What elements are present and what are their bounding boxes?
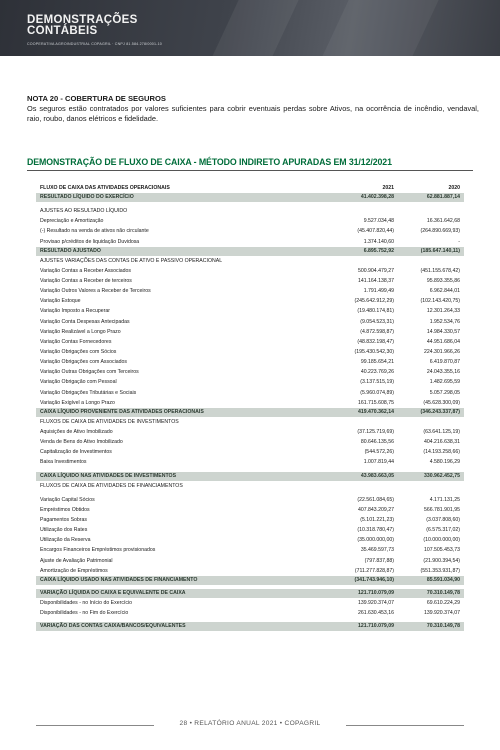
table-row (36, 535, 464, 545)
value-2020: (63.641.125,19) (423, 428, 460, 435)
value-2021: 1.791.499,49 (363, 288, 394, 295)
value-2021: (5.101.221,23) (360, 516, 394, 523)
value-2020: 14.984.330,57 (426, 328, 460, 335)
table-row (36, 388, 464, 398)
value-2021: 500.904.479,27 (357, 267, 394, 274)
value-2021: 121.710.079,09 (357, 589, 394, 596)
value-2020: - (458, 238, 460, 245)
row-label: AJUSTES AO RESULTADO LÍQUIDO (40, 208, 128, 215)
table-row (36, 457, 464, 467)
row-label: FLUXOS DE CAIXA DE ATIVIDADES DE FINANCIAMENTOS (40, 482, 183, 489)
value-2021: 261.630.453,16 (357, 609, 394, 616)
table-row (36, 495, 464, 505)
table-row (36, 566, 464, 576)
row-label: Variação Capital Sócios (40, 496, 95, 503)
value-2021: (35.000.000,00) (357, 537, 394, 544)
value-2021: (4.872.598,87) (360, 328, 394, 335)
value-2020: 70.310.149,78 (426, 623, 460, 630)
value-2021: (544.572,26) (364, 449, 394, 456)
row-label: Venda de Bens do Ativo Imobilizado (40, 439, 123, 446)
value-2020: (45.628.300,09) (423, 399, 460, 406)
note-text: Os seguros estão contratados por valores suficientes para cobrir eventuais perdas sobre Ativos, na ocorrência de incêndio, vendaval, raio, roubo, danos elétricos e fidelidade. (27, 104, 479, 123)
table-row (36, 417, 464, 427)
header-decoration (302, 0, 448, 56)
table-row (36, 237, 464, 247)
page-footer: 28 • RELATÓRIO ANUAL 2021 • COPAGRIL (179, 720, 321, 727)
row-label: Variação Realizável a Longo Prazo (40, 328, 121, 335)
value-2020: 4.580.196,29 (429, 459, 460, 466)
table-total-row (36, 408, 464, 417)
row-label: Capitalização de Investimentos (40, 449, 112, 456)
row-label: Utilização dos Rates (40, 527, 88, 534)
table-row (36, 545, 464, 555)
table-row (36, 327, 464, 337)
table-total-row (36, 472, 464, 481)
table-row (36, 598, 464, 608)
row-label: Amortização de Empréstimos (40, 567, 108, 574)
value-2021: 40.223.769,26 (360, 369, 394, 376)
value-2021: 9.527.034,48 (363, 218, 394, 225)
row-label: AJUSTES VARIAÇÕES DAS CONTAS DE ATIVO E PASSIVO OPERACIONAL (40, 257, 223, 264)
value-2020: (551.353.931,87) (420, 567, 460, 574)
value-2020: 1.482.695,59 (429, 379, 460, 386)
value-2020: 1.952.534,76 (429, 318, 460, 325)
row-label: Variação Obrigações Tributárias e Sociais (40, 389, 137, 396)
value-2021: 80.646.135,56 (360, 439, 394, 446)
row-label: Variação Outros Valores a Receber de Terceiros (40, 288, 151, 295)
row-label: Disponibilidades - no Fim do Exercício (40, 609, 129, 616)
table-row (36, 306, 464, 316)
value-2021: 121.710.079,09 (357, 623, 394, 630)
row-label: Variação Conta Despesas Antecipadas (40, 318, 130, 325)
value-2020: 6.419.870,87 (429, 359, 460, 366)
value-2020: 69.610.224,29 (426, 599, 460, 606)
table-row (36, 347, 464, 357)
value-2021: 99.185.654,21 (360, 359, 394, 366)
value-2021: (9.054.523,31) (360, 318, 394, 325)
table-row (36, 608, 464, 618)
value-2021: 1.007.819,44 (363, 459, 394, 466)
value-2020: 139.920.374,07 (423, 609, 460, 616)
row-label: RESULTADO LÍQUIDO DO EXERCÍCIO (40, 194, 134, 201)
row-label: Variação Obrigação com Pessoal (40, 379, 117, 386)
value-2021: (22.561.084,65) (357, 496, 394, 503)
value-2021: 161.715.608,75 (357, 399, 394, 406)
value-2021: 419.470.362,14 (357, 408, 394, 415)
table-row (36, 206, 464, 216)
value-2021: 407.843.209,27 (357, 506, 394, 513)
value-2020: 70.310.149,78 (426, 589, 460, 596)
value-2020: 4.171.131,25 (429, 496, 460, 503)
table-total-row (36, 576, 464, 585)
value-2021: (797.837,88) (364, 557, 394, 564)
table-row (36, 266, 464, 276)
table-total-row (36, 193, 464, 202)
table-row (36, 398, 464, 408)
row-label: RESULTADO AJUSTADO (40, 247, 101, 254)
table-row (36, 256, 464, 266)
value-2021: 6.895.752,92 (363, 247, 394, 254)
value-2020: (264.890.669,93) (420, 228, 460, 235)
value-2021: (45.407.820,44) (357, 228, 394, 235)
value-2020: 85.591.034,90 (426, 576, 460, 583)
header-subtitle: COOPERATIVA AGROINDUSTRIAL COPAGRIL · CNPJ 81.584.278/0001-10 (27, 42, 162, 46)
row-label: Variação Estoque (40, 298, 81, 305)
table-row (36, 525, 464, 535)
row-label: Variação Contas Fornecedores (40, 338, 112, 345)
value-2021: (37.125.719,69) (357, 428, 394, 435)
value-2021: (3.137.515,19) (360, 379, 394, 386)
table-row (36, 427, 464, 437)
value-2020: (185.647.140,11) (420, 247, 460, 254)
table-row (36, 515, 464, 525)
row-label: CAIXA LÍQUIDO USADO NAS ATIVIDADES DE FINANCIAMENTO (40, 576, 198, 583)
row-label: (-) Resultado na venda de ativos não circulante (40, 228, 149, 235)
row-label: FLUXOS DE CAIXA DE ATIVIDADES DE INVESTIMENTOS (40, 418, 179, 425)
value-2020: 107.505.453,73 (423, 547, 460, 554)
row-label: VARIAÇÃO LÍQUIDA DO CAIXA E EQUIVALENTE DE CAIXA (40, 589, 186, 596)
row-label: Variação Obrigações com Sócios (40, 348, 117, 355)
value-2021: (19.480.174,81) (357, 308, 394, 315)
row-label: Disponibilidades - no Início do Exercício (40, 599, 132, 606)
table-row (36, 505, 464, 515)
value-2021: (48.832.198,47) (357, 338, 394, 345)
value-2021: 141.164.138,37 (357, 277, 394, 284)
row-label: Variação Contas a Receber de terceiros (40, 277, 132, 284)
table-total-row (36, 247, 464, 256)
value-2020: (10.000.000,00) (423, 537, 460, 544)
value-2020: 330.962.452,75 (423, 472, 460, 479)
table-row (36, 276, 464, 286)
row-label: Ajuste de Avaliação Patrimonial (40, 557, 113, 564)
value-2020: 24.043.355,16 (426, 369, 460, 376)
value-2020: 6.962.844,01 (429, 288, 460, 295)
row-label: Depreciação e Amortização (40, 218, 104, 225)
row-label: CAIXA LÍQUIDO PROVENIENTE DAS ATIVIDADES OPERACIONAIS (40, 408, 204, 415)
value-2021: (341.743.946,10) (354, 576, 394, 583)
table-row (36, 377, 464, 387)
value-2021: (195.430.542,30) (354, 348, 394, 355)
header-title-line1: DEMONSTRAÇÕES (27, 14, 138, 26)
row-label: Empréstimos Obtidos (40, 506, 90, 513)
value-2021: 41.402.398,28 (360, 194, 394, 201)
table-header-row (36, 183, 464, 193)
value-2020: 5.057.298,05 (429, 389, 460, 396)
row-label: VARIAÇÃO DAS CONTAS CAIXA/BANCOS/EQUIVALENTES (40, 623, 186, 630)
cash-flow-table (36, 183, 464, 631)
title-divider (27, 170, 473, 171)
table-row (36, 296, 464, 306)
row-label: Provisao p/créditos de liquidação Duvidosa (40, 238, 140, 245)
value-2020: 566.781.901,95 (423, 506, 460, 513)
page-header (0, 0, 500, 56)
value-2020: (14.193.258,66) (423, 449, 460, 456)
row-label: Utilização da Reserva (40, 537, 91, 544)
header-decoration (192, 0, 308, 56)
table-row (36, 317, 464, 327)
table-row (36, 286, 464, 296)
table-total-row (36, 622, 464, 631)
section-title: DEMONSTRAÇÃO DE FLUXO DE CAIXA - MÉTODO INDIRETO APURADAS EM 31/12/2021 (27, 157, 392, 167)
value-2020: (451.155.678,42) (420, 267, 460, 274)
row-label: Encargos Financeiros Empréstimos provisionados (40, 547, 156, 554)
footer-divider-right (346, 725, 464, 726)
table-row (36, 337, 464, 347)
row-label: CAIXA LÍQUIDO NAS ATIVIDADES DE INVESTIMENTOS (40, 472, 177, 479)
value-2020: 44.951.686,04 (426, 338, 460, 345)
value-2021: (10.318.780,47) (357, 527, 394, 534)
value-2021: (245.642.912,29) (354, 298, 394, 305)
value-2020: (21.900.394,54) (423, 557, 460, 564)
column-header-2021: 2021 (382, 185, 394, 191)
header-title-line2: CONTÁBEIS (27, 25, 98, 37)
value-2020: (6.575.317,02) (426, 527, 460, 534)
value-2020: (346.243.337,87) (420, 408, 460, 415)
row-label: Variação Contas a Receber Associados (40, 267, 132, 274)
value-2021: 43.983.663,05 (360, 472, 394, 479)
row-label: Baixa Investimentos (40, 459, 87, 466)
value-2021: 35.469.597,73 (360, 547, 394, 554)
value-2021: 1.374.140,60 (363, 238, 394, 245)
value-2020: 95.893.355,86 (426, 277, 460, 284)
row-label: Variação Obrigações com Associados (40, 359, 127, 366)
table-row (36, 437, 464, 447)
value-2021: 139.920.374,07 (357, 599, 394, 606)
column-header-2020: 2020 (448, 185, 460, 191)
value-2020: (3.037.808,60) (426, 516, 460, 523)
value-2020: (102.143.420,75) (420, 298, 460, 305)
value-2021: (5.960.074,89) (360, 389, 394, 396)
value-2020: 12.301.264,33 (426, 308, 460, 315)
table-header-label: FLUXO DE CAIXA DAS ATIVIDADES OPERACIONAIS (40, 185, 170, 191)
value-2020: 404.216.638,31 (423, 439, 460, 446)
value-2021: (711.277.828,87) (354, 567, 394, 574)
table-total-row (36, 589, 464, 598)
header-title (27, 15, 138, 37)
note-title: NOTA 20 - COBERTURA DE SEGUROS (27, 94, 166, 103)
row-label: Variação Outras Obrigações com Terceiros (40, 369, 139, 376)
row-label: Variação Imposto a Recuperar (40, 308, 110, 315)
table-row (36, 367, 464, 377)
row-label: Variação Exigível a Longo Prazo (40, 399, 115, 406)
table-row (36, 556, 464, 566)
row-label: Aquisições de Ativo Imobilizado (40, 428, 113, 435)
value-2020: 224.301.966,26 (423, 348, 460, 355)
table-row (36, 357, 464, 367)
table-row (36, 447, 464, 457)
value-2020: 62.881.887,14 (426, 194, 460, 201)
table-row (36, 481, 464, 491)
table-row (36, 216, 464, 226)
row-label: Pagamentos Sobras (40, 516, 88, 523)
value-2020: 16.361.642,68 (426, 218, 460, 225)
table-row (36, 226, 464, 236)
